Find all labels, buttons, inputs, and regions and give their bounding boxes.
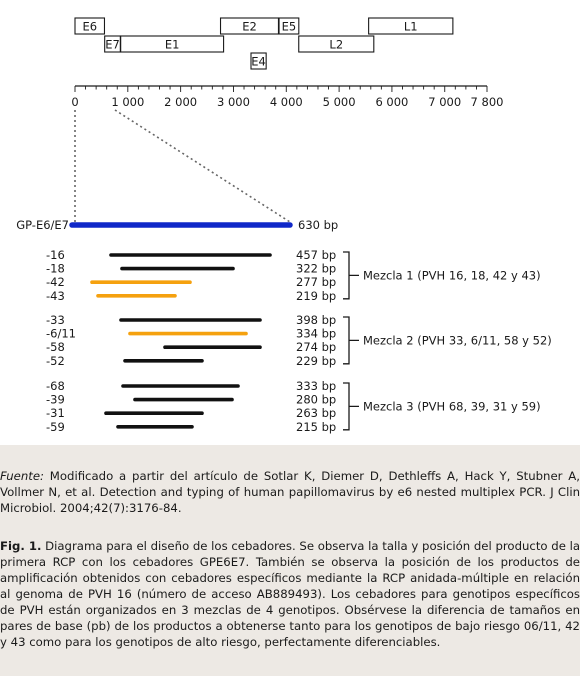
figure-caption-text: Diagrama para el diseño de los cebadores. Se observa la talla y posición del producto de la primera RCP con los cebadores GPE6E7. También se observa la posición de los productos de amplificación obtenidos con cebadores específicos mediante la RCP anidada-múltiple en relación al genoma de PVH 16 (número de acceso AB889493). Los cebadores para genotipos específicos de PVH están organizados en 3 mezclas de 4 genotipos. Obsérvese la diferencia de tamaños en pares de base (pb) de los productos a obtenerse tanto para los genotipos de bajo riesgo 06/11, 42 y 43 como para los genotipos de alto riesgo, perfectamente diferenciables. [0,539,580,649]
genotype-label-18: -18 [46,261,65,276]
genotype-label-33: -33 [46,313,65,327]
gene-label-l2: L2 [329,37,344,52]
genotype-label-43: -43 [46,288,65,303]
size-label-33: 398 bp [296,313,337,327]
axis-tick-label: 3 000 [216,95,250,109]
axis-tick-label: 6 000 [375,95,409,109]
axis-tick-label: 0 [71,95,79,109]
source-label: Fuente: [0,469,44,483]
genotype-label-58: -58 [46,340,65,355]
size-label-59: 215 bp [296,419,337,434]
mix-bracket-1 [343,252,359,299]
size-label-43: 219 bp [296,288,337,303]
mix-bracket-3 [343,383,359,430]
axis-tick-label: 5 000 [322,95,356,109]
genotype-label-52: -52 [46,353,65,368]
genotype-label-611: -6/11 [46,326,76,341]
gene-label-e1: E1 [164,37,180,52]
gene-label-e5: E5 [281,19,297,34]
size-label-58: 274 bp [296,340,337,355]
gene-label-l1: L1 [403,19,418,34]
axis-tick-label: 7 800 [470,95,504,109]
size-label-611: 334 bp [296,326,337,341]
genotype-label-31: -31 [46,406,65,421]
axis-tick-label: 1 000 [111,95,145,109]
size-label-68: 333 bp [296,379,337,393]
zoom-guide-right [115,110,290,222]
genotype-label-42: -42 [46,275,65,290]
source-text: Modificado a partir del artículo de Sotlar K, Diemer D, Dethleffs A, Hack Y, Stubner A, Vollmer N, et al. Detection and typing of human papillomavirus by e6 nested multiplex PCR. J Clin Microbiol. 2004;42(7):3176-84. [0,469,580,515]
size-label-31: 263 bp [296,406,337,421]
mix-label-1: Mezcla 1 (PVH 16, 18, 42 y 43) [363,268,541,283]
genome-map [71,18,503,222]
figure-caption [0,538,580,650]
gp-e6e7-size-label: 630 bp [298,218,339,232]
genotype-label-68: -68 [46,379,65,393]
genotype-label-16: -16 [46,248,65,262]
gene-label-e4: E4 [251,54,266,69]
axis-tick-label: 7 000 [428,95,462,109]
genotype-label-59: -59 [46,419,65,434]
axis-tick-label: 4 000 [269,95,303,109]
size-label-18: 322 bp [296,261,337,276]
size-label-16: 457 bp [296,248,337,262]
mix-label-3: Mezcla 3 (PVH 68, 39, 31 y 59) [363,399,541,414]
source-note [0,468,580,516]
figure-label: Fig. 1. [0,539,42,553]
axis-tick-label: 2 000 [164,95,198,109]
size-label-39: 280 bp [296,392,337,407]
gene-label-e2: E2 [242,19,257,34]
mix-bracket-2 [343,317,359,364]
gene-label-e6: E6 [82,19,98,34]
size-label-52: 229 bp [296,353,337,368]
amplification-products [16,218,552,434]
gene-label-e7: E7 [105,37,120,52]
genotype-label-39: -39 [46,392,65,407]
gp-e6e7-label: GP-E6/E7 [16,218,69,232]
size-label-42: 277 bp [296,275,337,290]
mix-label-2: Mezcla 2 (PVH 33, 6/11, 58 y 52) [363,333,552,348]
